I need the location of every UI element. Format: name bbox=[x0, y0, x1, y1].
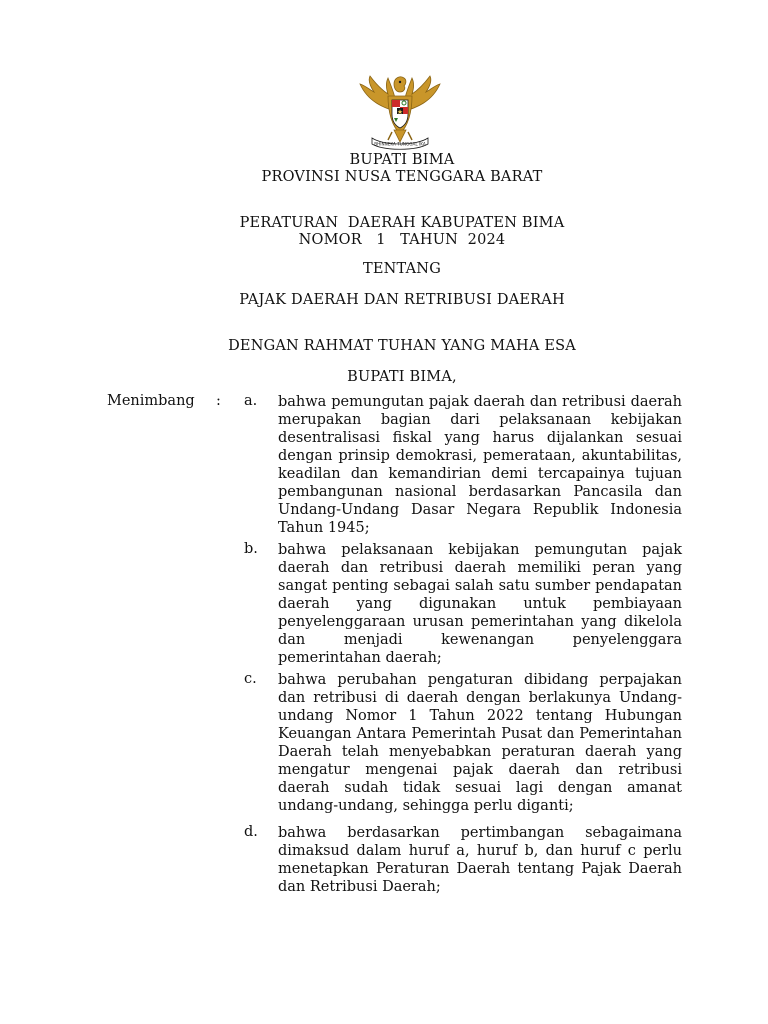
regulation-title: PERATURAN DAERAH KABUPATEN BIMA bbox=[239, 215, 565, 231]
item-text: bahwa berdasarkan pertimbangan sebagaimana dimaksud dalam huruf a, huruf b, dan huruf c perlu menetapkan Peraturan Daerah tentang Pajak Daerah dan Retribusi Daerah; bbox=[278, 825, 682, 895]
item-marker: a. bbox=[244, 393, 258, 409]
considering-label: Menimbang bbox=[107, 393, 195, 409]
considering-item-d bbox=[244, 824, 684, 904]
invocation: DENGAN RAHMAT TUHAN YANG MAHA ESA bbox=[228, 338, 576, 354]
regulation-number: NOMOR 1 TAHUN 2024 bbox=[298, 232, 506, 248]
item-marker: b. bbox=[244, 541, 258, 557]
emblem-motto: BHINNEKA TUNGGAL IKA bbox=[374, 141, 426, 147]
item-marker: d. bbox=[244, 824, 258, 840]
item-marker: c. bbox=[244, 671, 257, 687]
header-title: BUPATI BIMA bbox=[349, 152, 455, 168]
considering-item-a bbox=[244, 393, 684, 543]
item-text: bahwa pelaksanaan kebijakan pemungutan pajak daerah dan retribusi daerah memiliki peran yang sangat penting sebagai salah satu sumber pendapatan daerah yang digunakan untuk pembiayaan penyelenggaraan urusan pemerintahan yang dikelola dan menjadi kewenangan penyelenggara pemerintahan daerah; bbox=[278, 542, 682, 666]
considering-item-c bbox=[244, 671, 684, 821]
item-text: bahwa pemungutan pajak daerah dan retribusi daerah merupakan bagian dari pelaksanaan kebijakan desentralisasi fiskal yang harus dijalankan sesuai dengan prinsip demokrasi, pemerataan, akuntabilitas, keadilan dan kemandirian demi tercapainya tujuan pembangunan nasional berdasarkan Pancasila dan Undang-Undang Dasar Negara Republik Indonesia Tahun 1945; bbox=[278, 394, 682, 536]
regulation-subject: PAJAK DAERAH DAN RETRIBUSI DAERAH bbox=[239, 292, 565, 308]
official-heading: BUPATI BIMA, bbox=[347, 369, 457, 385]
considering-item-b bbox=[244, 541, 684, 671]
header-province: PROVINSI NUSA TENGGARA BARAT bbox=[261, 169, 543, 185]
item-text: bahwa perubahan pengaturan dibidang perpajakan dan retribusi di daerah dengan berlakunya Undang-undang Nomor 1 Tahun 2022 tentang Hubungan Keuangan Antara Pemerintah Pusat dan Pemerintahan Daerah telah menyebabkan peraturan daerah yang mengatur mengenai pajak daerah dan retribusi daerah sudah tidak sesuai lagi dengan amanat undang-undang, sehingga perlu diganti; bbox=[278, 672, 682, 814]
considering-separator: : bbox=[216, 393, 221, 409]
about-heading: TENTANG bbox=[363, 261, 441, 277]
garuda-emblem-icon bbox=[354, 72, 446, 152]
